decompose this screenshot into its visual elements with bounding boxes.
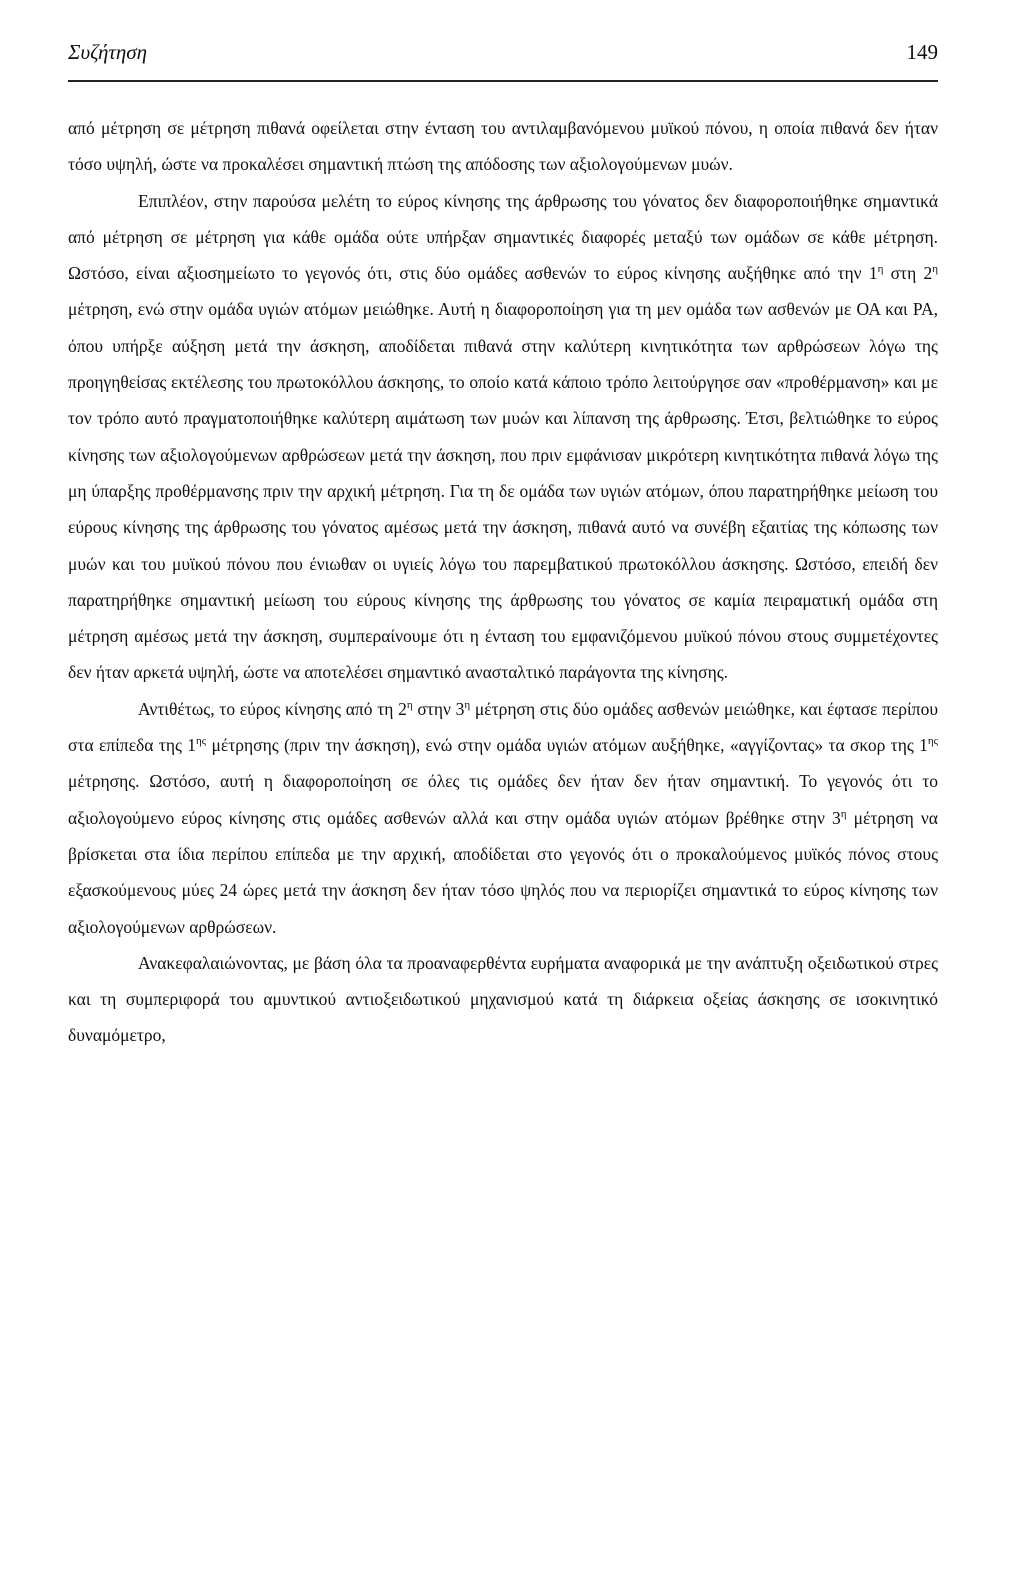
page-header xyxy=(68,40,938,70)
paragraph xyxy=(68,945,938,1054)
ordinal-superscript: η xyxy=(932,263,938,276)
text-span: Ανακεφαλαιώνοντας, με βάση όλα τα προαναφερθέντα ευρήματα αναφορικά με την ανάπτυξη οξειδωτικού στρες και τη συμπεριφορά του αμυντικού αντιοξειδωτικού μηχανισμού κατά τη διάρκεια οξείας άσκησης σε ισοκινητικό δυναμόμετρο, xyxy=(68,952,938,1046)
text-span: στη 2 xyxy=(883,263,933,284)
text-span: μέτρηση, ενώ στην ομάδα υγιών ατόμων μειώθηκε. Αυτή η διαφοροποίηση για τη μεν ομάδα των ασθενών με ΟΑ και ΡΑ, όπου υπήρξε αύξηση μετά την άσκηση, αποδίδεται πιθανά στην καλύτερη κινητικότητα των αρθρώσεων λόγω της προηγηθείσας εκτέλεσης του πρωτοκόλλου άσκησης, το οποίο κατά κάποιο τρόπο λειτούργησε σαν «προθέρμανση» και με τον τρόπο αυτό πραγματοποιήθηκε καλύτερη αιμάτωση των μυών και λίπανση της άρθρωσης. Έτσι, βελτιώθηκε το εύρος κίνησης των αξιολογούμενων αρθρώσεων μετά την άσκηση, που πριν εμφάνισαν μικρότερη κινητικότητα πιθανά λόγω της μη ύπαρξης προθέρμανσης πριν την αρχική μέτρηση. Για τη δε ομάδα των υγιών ατόμων, όπου παρατηρήθηκε μείωση του εύρους κίνησης της άρθρωσης του γόνατος αμέσως μετά την άσκηση, πιθανά αυτό να συνέβη εξαιτίας της κόπωσης των μυών και του μυϊκού πόνου που ένιωθαν οι υγιείς λόγω του παρεμβατικού πρωτοκόλλου άσκησης. Ωστόσο, επειδή δεν παρατηρήθηκε σημαντική μείωση του εύρους κίνησης της άρθρωσης του γόνατος σε καμία πειραματική ομάδα στη μέτρηση αμέσως μετά την άσκηση, συμπεραίνουμε ότι η ένταση του εμφανιζόμενου μυϊκού πόνου στους συμμετέχοντες δεν ήταν αρκετά υψηλή, ώστε να αποτελέσει σημαντικό ανασταλτικό παράγοντα της κίνησης. xyxy=(68,299,938,683)
text-span: μέτρησης. Ωστόσο, αυτή η διαφοροποίηση σε όλες τις ομάδες δεν ήταν δεν ήταν σημαντική. Το γεγονός ότι το αξιολογούμενο εύρος κίνησης στις ομάδες ασθενών αλλά και στην ομάδα υγιών ατόμων βρέθηκε στην 3 xyxy=(68,771,938,828)
text-span: στην 3 xyxy=(412,698,465,719)
text-span: μέτρησης (πριν την άσκηση), ενώ στην ομάδα υγιών ατόμων αυξήθηκε, «αγγίζοντας» τα σκορ της 1 xyxy=(206,735,928,756)
text-span: Επιπλέον, στην παρούσα μελέτη το εύρος κίνησης της άρθρωσης του γόνατος δεν διαφοροποιήθηκε σημαντικά από μέτρηση σε μέτρηση για κάθε ομάδα ούτε υπήρξαν σημαντικές διαφορές μεταξύ των ομάδων σε κάθε μέτρηση. Ωστόσο, είναι αξιοσημείωτο το γεγονός ότι, στις δύο ομάδες ασθενών το εύρος κίνησης αυξήθηκε από την 1 xyxy=(68,190,938,284)
text-span: Αντιθέτως, το εύρος κίνησης από τη 2 xyxy=(138,698,407,719)
page-number: 149 xyxy=(906,40,938,64)
body-text xyxy=(68,110,938,1054)
text-span: μέτρηση στις δύο ομάδες ασθενών μειώθηκε, και έφτασε περίπου στα επίπεδα της 1 xyxy=(68,698,938,756)
paragraph xyxy=(68,183,938,691)
ordinal-superscript: ης xyxy=(927,735,938,748)
paragraph xyxy=(68,691,938,945)
ordinal-superscript: η xyxy=(406,698,413,711)
running-title: Συζήτηση xyxy=(68,40,148,64)
ordinal-superscript: η xyxy=(464,698,471,711)
text-span: μέτρηση να βρίσκεται στα ίδια περίπου επίπεδα με την αρχική, αποδίδεται στο γεγονός ότι ο προκαλούμενος μυϊκός πόνος στους εξασκούμενους μύες 24 ώρες μετά την άσκηση δεν ήταν τόσο ψηλός που να περιορίζει σημαντικά το εύρος κίνησης των αξιολογούμενων αρθρώσεων. xyxy=(68,807,938,937)
ordinal-superscript: η xyxy=(840,807,847,820)
header-rule xyxy=(68,80,938,82)
paragraph xyxy=(68,110,938,183)
ordinal-superscript: η xyxy=(877,263,884,276)
ordinal-superscript: ης xyxy=(196,735,207,748)
text-span: από μέτρηση σε μέτρηση πιθανά οφείλεται στην ένταση του αντιλαμβανόμενου μυϊκού πόνου, η οποία πιθανά δεν ήταν τόσο υψηλή, ώστε να προκαλέσει σημαντική πτώση της απόδοσης των αξιολογούμενων μυών. xyxy=(68,118,938,175)
